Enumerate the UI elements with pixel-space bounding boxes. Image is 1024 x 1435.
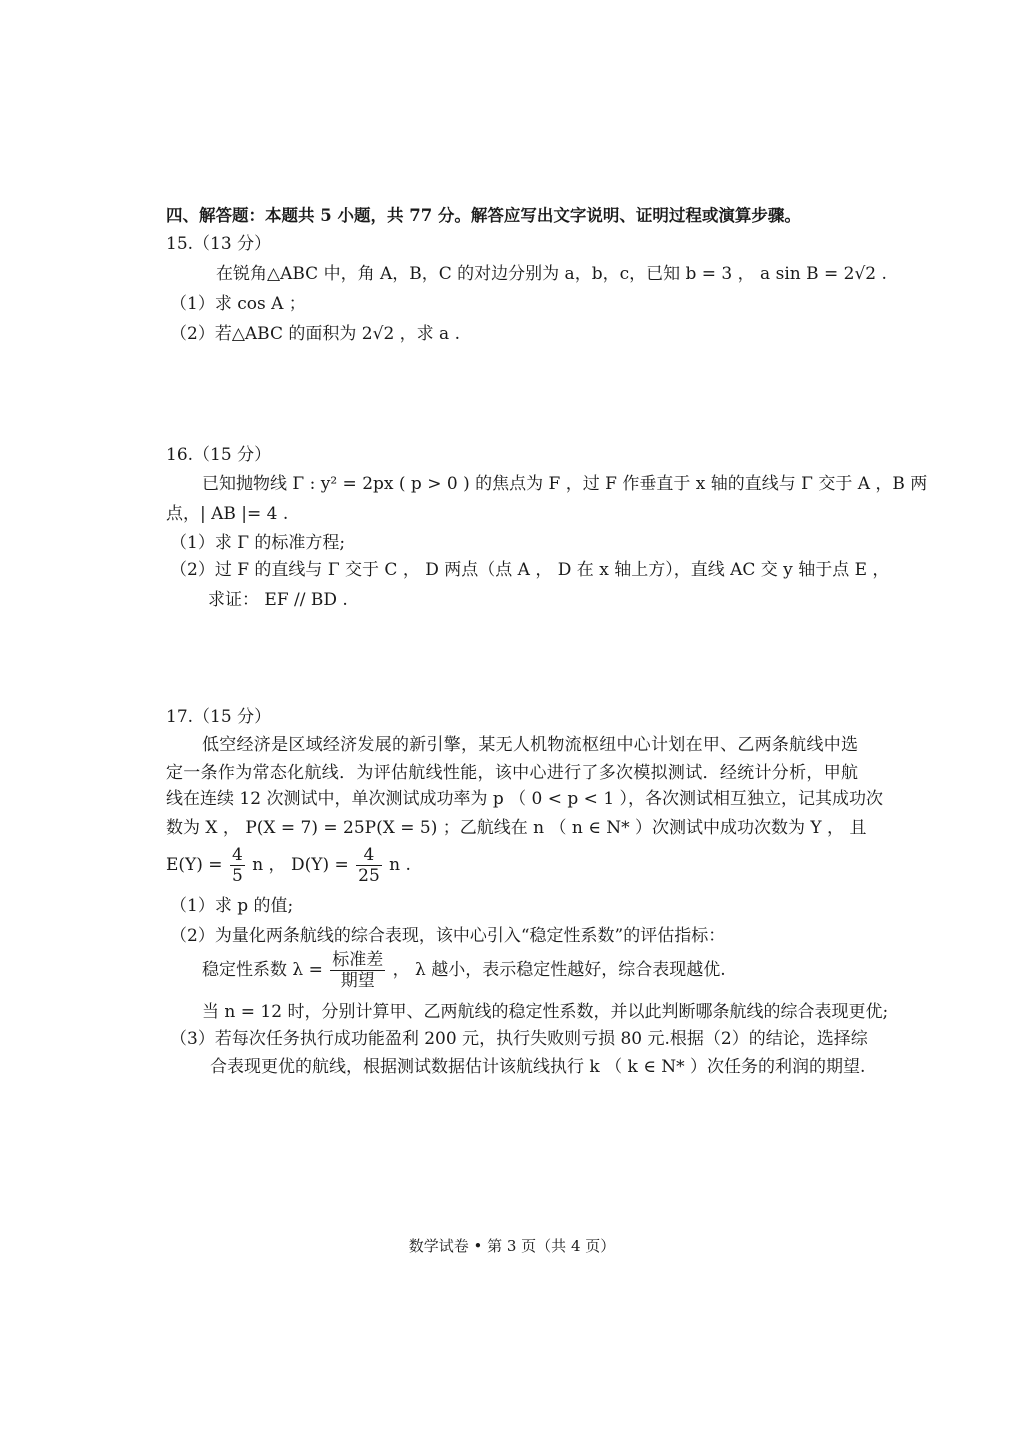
ey-denominator: 5 [231, 866, 243, 886]
q17-expectation-variance [166, 845, 411, 886]
page-footer: 数学试卷 • 第 3 页（共 4 页） [408, 1237, 616, 1255]
q17-header: 17.（15 分） [166, 707, 272, 727]
q16-header: 16.（15 分） [166, 445, 272, 465]
q17-lambda-definition [202, 950, 726, 991]
q17-stem-line3: 线在连续 12 次测试中，单次测试成功率为 p （ 0 < p < 1 ），各次测试相互独立，记其成功次 [166, 789, 884, 809]
lambda-fraction [330, 950, 385, 991]
q15-header: 15.（13 分） [166, 234, 272, 254]
dy-denominator: 25 [358, 866, 380, 886]
q16-stem-line1: 已知抛物线 Γ : y² = 2px ( p > 0 ) 的焦点为 F ，过 F 作垂直于 x 轴的直线与 Γ 交于 A ，B 两 [202, 474, 928, 494]
dy-fraction [356, 845, 382, 886]
lambda-suffix: ， λ 越小，表示稳定性越好，综合表现越优. [392, 960, 726, 980]
q15-stem: 在锐角△ABC 中，角 A，B，C 的对边分别为 a，b，c，已知 b = 3 ， a sin B = 2√2 . [216, 264, 887, 284]
lambda-denominator: 期望 [340, 971, 375, 991]
ey-fraction [230, 845, 245, 886]
q17-stem-line4: 数为 X ， P(X = 7) = 25P(X = 5) ；乙航线在 n （ n ∈ N* ）次测试中成功次数为 Y ， 且 [166, 818, 867, 838]
q16-stem-line2: 点，| AB |= 4 . [166, 504, 289, 524]
q17-part3-line1: （3）若每次任务执行成功能盈利 200 元，执行失败则亏损 80 元.根据（2）的结论，选择综 [170, 1029, 868, 1049]
q15-part1: （1）求 cos A ； [170, 294, 306, 314]
ey-suffix: n ， [252, 855, 286, 875]
lambda-numerator: 标准差 [332, 950, 384, 970]
q16-part1: （1）求 Γ 的标准方程; [170, 533, 346, 553]
dy-numerator: 4 [356, 845, 382, 866]
q17-stem-line2: 定一条作为常态化航线．为评估航线性能，该中心进行了多次模拟测试．经统计分析，甲航 [166, 763, 858, 783]
lambda-prefix: 稳定性系数 λ = [202, 960, 323, 980]
q17-part2: （2）为量化两条航线的综合表现，该中心引入“稳定性系数”的评估指标： [170, 926, 726, 946]
q16-part2-line1: （2）过 F 的直线与 Γ 交于 C ， D 两点（点 A ， D 在 x 轴上方），直线 AC 交 y 轴于点 E ， [170, 560, 890, 580]
q17-part3-line2: 合表现更优的航线，根据测试数据估计该航线执行 k （ k ∈ N* ）次任务的利润的期望. [210, 1057, 866, 1077]
section-heading: 四、解答题：本题共 5 小题，共 77 分。解答应写出文字说明、证明过程或演算步骤。 [166, 206, 801, 225]
ey-numerator: 4 [231, 845, 243, 865]
q17-part2-line3: 当 n = 12 时，分别计算甲、乙两航线的稳定性系数，并以此判断哪条航线的综合表现更优; [202, 1002, 889, 1022]
q15-part2: （2）若△ABC 的面积为 2√2 ，求 a . [170, 324, 461, 344]
q17-stem-line1: 低空经济是区域经济发展的新引擎，某无人机物流枢纽中心计划在甲、乙两条航线中选 [202, 735, 858, 755]
q17-part1: （1）求 p 的值; [170, 896, 294, 916]
dy-suffix: n . [389, 855, 411, 875]
dy-prefix: D(Y) = [290, 855, 349, 875]
ey-prefix: E(Y) = [166, 855, 223, 875]
q16-part2-line2: 求证： EF // BD . [208, 590, 348, 610]
